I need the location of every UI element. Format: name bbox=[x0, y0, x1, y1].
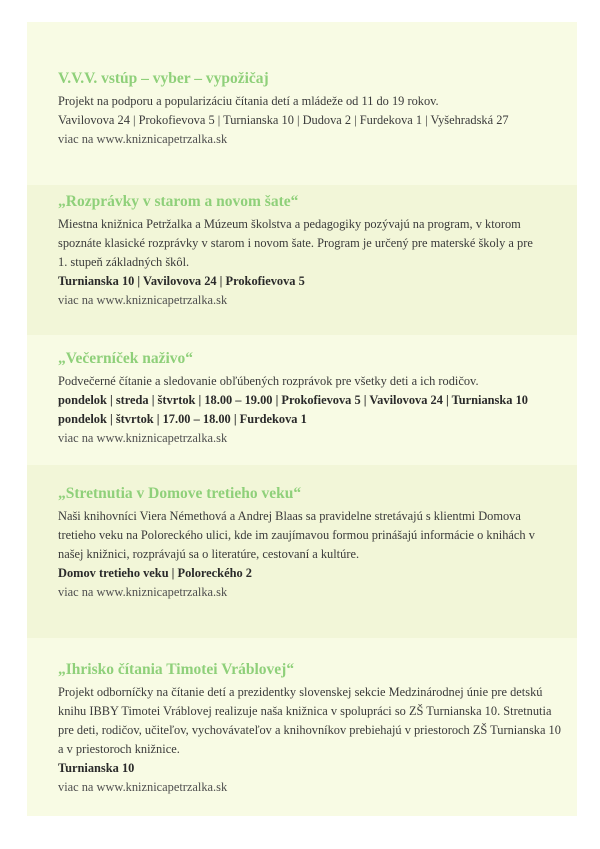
description-line: Podvečerné čítanie a sledovanie obľúbených rozprávok pre všetky deti a ich rodičov. bbox=[58, 374, 479, 388]
section-vvv bbox=[27, 22, 577, 185]
website-link[interactable]: viac na www.kniznicapetrzalka.sk bbox=[58, 585, 228, 599]
section-title: „Stretnutia v Domove tretieho veku“ bbox=[58, 485, 302, 502]
location-line: Turnianska 10 bbox=[58, 761, 135, 775]
location-line: Domov tretieho veku | Poloreckého 2 bbox=[58, 566, 252, 580]
description-line: Projekt odborníčky na čítanie detí a prezidentky slovenskej sekcie Medzinárodnej únie pre detskú bbox=[58, 685, 543, 699]
section-title: „Ihrisko čítania Timotei Vráblovej“ bbox=[58, 661, 295, 678]
section-title: „Večerníček naživo“ bbox=[58, 350, 194, 367]
website-link[interactable]: viac na www.kniznicapetrzalka.sk bbox=[58, 780, 228, 794]
schedule-line: pondelok | streda | štvrtok | 18.00 – 19.00 | Prokofievova 5 | Vavilovova 24 | Turnianska 10 bbox=[58, 393, 528, 407]
website-link[interactable]: viac na www.kniznicapetrzalka.sk bbox=[58, 431, 228, 445]
website-link[interactable]: viac na www.kniznicapetrzalka.sk bbox=[58, 132, 228, 146]
section-description: Projekt na podporu a popularizáciu čítania detí a mládeže od 11 do 19 rokov. bbox=[58, 94, 439, 108]
branch-list: Turnianska 10 | Vavilovova 24 | Prokofievova 5 bbox=[58, 274, 305, 288]
section-stretnutia bbox=[27, 465, 577, 638]
description-line: spoznáte klasické rozprávky v starom i novom šate. Program je určený pre materské školy a pre bbox=[58, 236, 533, 250]
section-title: V.V.V. vstúp – vyber – vypožičaj bbox=[58, 70, 269, 87]
section-ihrisko bbox=[27, 638, 577, 816]
description-line: knihu IBBY Timotei Vráblovej realizuje naša knižnica v spolupráci so ZŠ Turnianska 10. Stretnutia bbox=[58, 704, 552, 718]
description-line: tretieho veku na Poloreckého ulici, kde im zaujímavou formou prinášajú informácie o knihách v bbox=[58, 528, 535, 542]
description-line: a v priestoroch knižnice. bbox=[58, 742, 180, 756]
section-title: „Rozprávky v starom a novom šate“ bbox=[58, 193, 299, 210]
section-rozpravky bbox=[27, 185, 577, 335]
description-line: 1. stupeň základných škôl. bbox=[58, 255, 190, 269]
description-line: našej knižnici, rozprávajú sa o literatúre, cestovaní a kultúre. bbox=[58, 547, 360, 561]
branch-list: Vavilovova 24 | Prokofievova 5 | Turnianska 10 | Dudova 2 | Furdekova 1 | Vyšehradská 27 bbox=[58, 113, 509, 127]
section-vecernicek bbox=[27, 335, 577, 465]
schedule-line: pondelok | štvrtok | 17.00 – 18.00 | Furdekova 1 bbox=[58, 412, 307, 426]
description-line: Naši knihovníci Viera Némethová a Andrej Blaas sa pravidelne stretávajú s klientmi Domova bbox=[58, 509, 521, 523]
description-line: Miestna knižnica Petržalka a Múzeum školstva a pedagogiky pozývajú na program, v ktorom bbox=[58, 217, 521, 231]
website-link[interactable]: viac na www.kniznicapetrzalka.sk bbox=[58, 293, 228, 307]
description-line: pre deti, rodičov, učiteľov, vychovávateľov a knihovníkov prebiehajú v priestoroch ZŠ Turnianska 10 bbox=[58, 723, 561, 737]
